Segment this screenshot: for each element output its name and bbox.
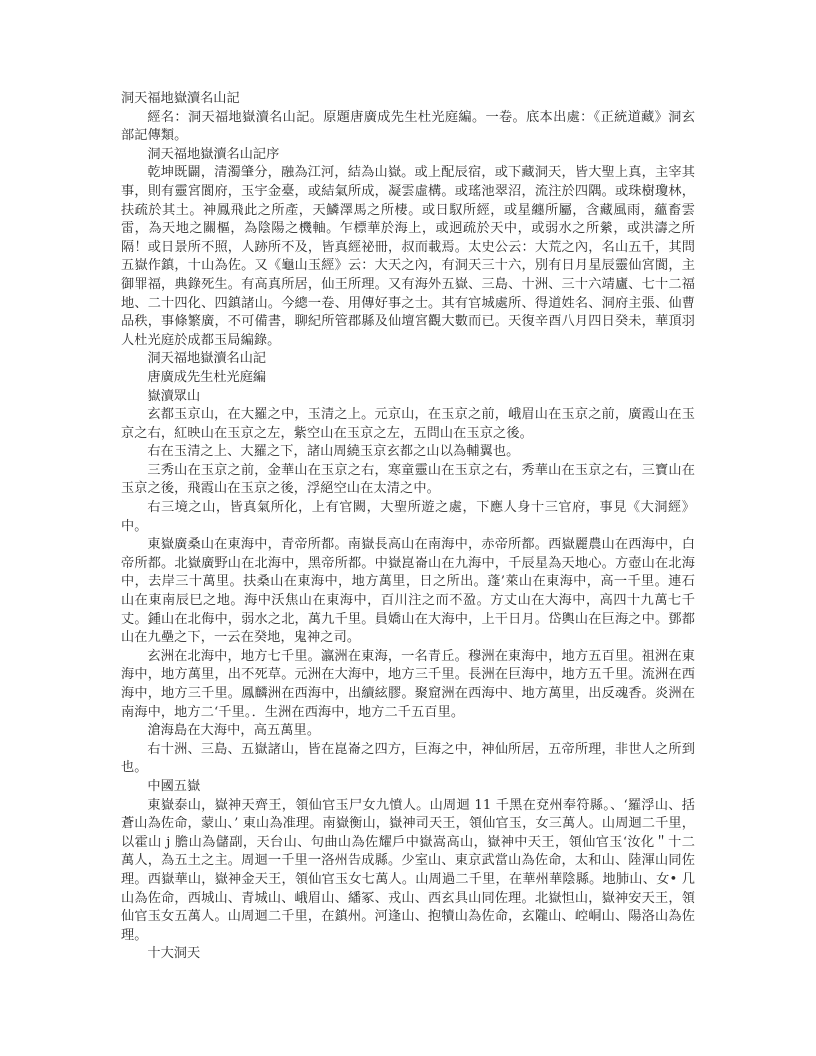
section-heading-wuyue: 中國五嶽 [147, 778, 201, 794]
paragraph-wuyue-1: 東嶽泰山，嶽神天齊王，領仙官玉尸女九憤人。山周迴 11 千黑在兗州奉符縣。、‘羅浮山、括蒼山為佐命，蒙山、’ 東山為准理。南嶽衡山，嶽神司天王，領仙官玉，女三萬人。山周迴二千里，以霍山 j 膽山為儲副，天台山、句曲山為佐耀戶中嶽嵩高山，嶽神中天王，領仙官玉‘汝化＂十二萬人，為五土之主。周迴一千里一洛州告成縣。少室山、東京武當山為佐命，太和山、陸渾山同佐理。西嶽華山，嶽神金天王，領仙官玉女七萬人。山周過二千里，在華州華陰縣。地肺山、女• 几山為佐命，西城山、青城山、峨眉山、繙冢、戎山、西玄具山同佐理。北嶽怛山，嶽神安天王，領仙官玉女五萬人。山周迴二千里，在鎮州。河逢山、抱犢山為佐命，玄隴山、崆峒山、陽洛山為佐理。 [121, 797, 695, 943]
paragraph-yuedu-2: 右在玉清之上、大羅之下，諸山周繞玉京玄都之山以為輔翼也。 [147, 444, 520, 460]
author-line: 唐廣成先生杜光庭編 [147, 369, 267, 385]
main-title: 洞天福地嶽瀆名山記 [147, 351, 267, 367]
document-body [121, 90, 695, 964]
section-heading-yuedu: 嶽瀆眾山 [147, 388, 201, 404]
doc-title: 洞天福地嶽瀆名山記 [121, 91, 240, 106]
paragraph-yuedu-1: 玄都玉京山，在大羅之中，玉清之上。元京山，在玉京之前，峨眉山在玉京之前，廣霞山在玉京之右，紅映山在玉京之左，紫空山在玉京之左，五問山在玉京之後。 [121, 407, 695, 441]
paragraph-yuedu-8: 右十洲、三島、五嶽諸山，皆在崑崙之四方，巨海之中，神仙所居，五帝所理，非世人之所到也。 [121, 741, 695, 776]
paragraph-yuedu-6: 玄洲在北海中，地方七千里。瀛洲在東海，一名青丘。穆洲在東海中，地方五百里。祖洲在東海中，地方萬里，出不死草。元洲在大海中，地方三千里。長洲在巨海中，地方五千里。流洲在西海中，地方三千里。鳳麟洲在西海中，出續絃膠。聚窟洲在西海中、地方萬里，出反魂香。炎洲在南海中，地方二‘千里。．生洲在西海中，地方二千五百里。 [121, 648, 695, 720]
preface-body: 乾坤既闢，清濁肇分，融為江河，結為山嶽。或上配辰宿，或下藏洞天，皆大聖上真，主宰其事，則有靈宮閬府，玉宇金臺，或結氣所成，凝雲虛構。或瑤池翠沼，流注於四隅。或珠樹瓊林，扶疏於其土。神鳳飛此之所產，天鱗澤馬之所棲。或日馭所經，或星纏所屬，含藏風雨，蘊畜雲雷，為天地之關樞，為陰陽之機軸。乍標華於海上，或迥疏於天中，或弱水之所縈，或洪濤之所隔！或日景所不照，人跡所不及，皆真經祕冊，叔而載焉。太史公云：大荒之內，名山五千，其問五嶽作鎮，十山為佐。又《龜山玉經》云：大天之內，有洞天三十六，別有日月星辰靈仙宮閬，主御罪福，典錄死生。有高真所居，仙王所理。又有海外五嶽、三島、十洲、三十六靖廬、七十二福地、二十四化、四鎮諸山。今總一卷、用傳好事之士。其有官城處所、得道姓名、洞府主張、仙曹品秩，事條繁廣，不可備書，聊紀所管郡縣及仙壇宮觀大數而已。天復辛酉八月四日癸未，華頂羽人杜光庭於成都玉局編錄。 [121, 165, 695, 348]
paragraph-yuedu-4: 右三境之山，皆真氣所化，上有官闕，大聖所遊之處，下應人身十三官府，事見《大洞經》中。 [121, 500, 695, 534]
colophon-source: 經名：洞天福地嶽瀆名山記。原題唐廣成先生杜光庭編。一卷。底本出處：《正統道藏》洞玄部記傳類。 [121, 109, 695, 144]
section-heading-shidadongtian: 十大洞天 [147, 946, 201, 962]
paragraph-yuedu-3: 三秀山在玉京之前，金華山在玉京之右，寒童靈山在玉京之右，秀華山在玉京之右，三寶山在玉京之後，飛霞山在玉京之後，浮絕空山在太清之中。 [121, 462, 695, 497]
preface-heading: 洞天福地嶽瀆名山記序 [147, 146, 280, 162]
paragraph-yuedu-5: 東嶽廣桑山在東海中，青帝所都。南嶽長高山在南海中，赤帝所都。西嶽麗農山在西海中，白帝所都。北嶽廣野山在北海中，黑帝所都。中嶽崑崙山在九海中，千辰星為天地心。方壺山在北海中，去岸三十萬里。扶桑山在東海中，地方萬里，日之所出。蓬’萊山在東海中，高一千里。連石山在東南辰巳之地。海中沃焦山在東海中，百川注之而不盈。方丈山在大海中，高四十九萬七千丈。鍾山在北侮中，弱水之北，萬九千里。員嬌山在大海中，上干日月。岱輿山在巨海之中。鄧都山在九壘之下，一云在癸地，鬼神之司。 [121, 537, 695, 646]
paragraph-yuedu-7: 滄海島在大海中，高五萬里。 [147, 723, 321, 739]
